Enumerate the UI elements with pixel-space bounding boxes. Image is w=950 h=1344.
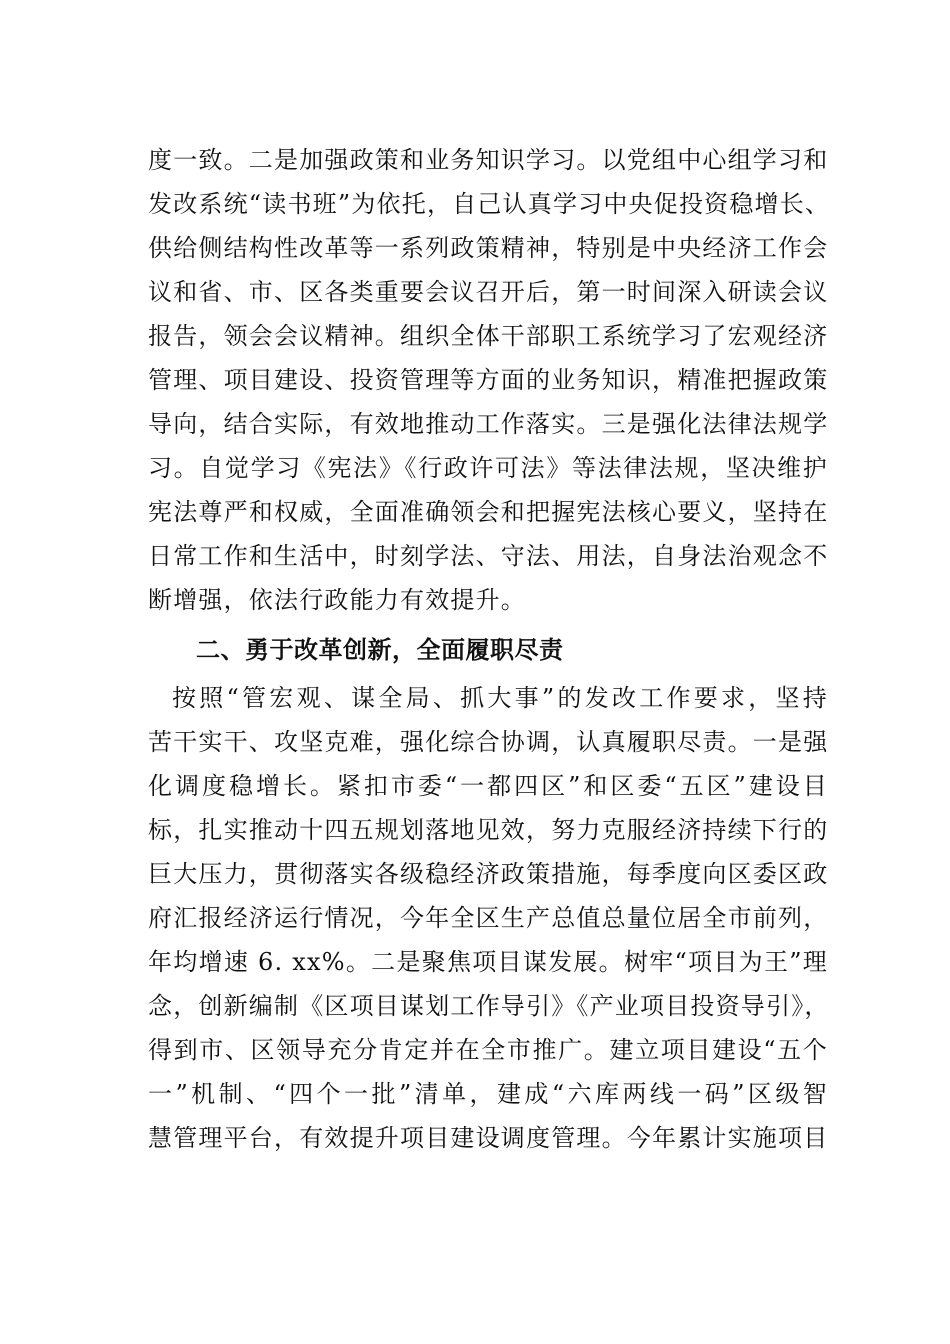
text-line: 巨大压力，贯彻落实各级稳经济政策措施，每季度向区委区政 (148, 860, 829, 888)
text-line: 议和省、市、区各类重要会议召开后，第一时间深入研读会议 (148, 278, 829, 306)
text-line: 一”机制、“四个一批”清单，建成“六库两线一码”区级智 (148, 1080, 828, 1108)
text-line: 宪法尊严和权威，全面准确领会和把握宪法核心要义，坚持在 (148, 498, 829, 526)
text-line: 断增强，依法行政能力有效提升。 (148, 586, 526, 614)
text-line: 发改系统“读书班”为依托，自己认真学习中央促投资稳增长、 (148, 190, 831, 218)
text-line: 管理、项目建设、投资管理等方面的业务知识，精准把握政策 (148, 366, 829, 394)
section-heading: 二、勇于改革创新，全面履职尽责 (196, 636, 564, 664)
text-line: 导向，结合实际，有效地推动工作落实。三是强化法律法规学 (148, 410, 829, 438)
text-line: 慧管理平台，有效提升项目建设调度管理。今年累计实施项目 (148, 1124, 829, 1152)
text-line: 日常工作和生活中，时刻学法、守法、用法，自身法治观念不 (148, 542, 829, 570)
text-line: 得到市、区领导充分肯定并在全市推广。建立项目建设“五个 (148, 1036, 828, 1064)
text-line: 府汇报经济运行情况，今年全区生产总值总量位居全市前列， (148, 904, 829, 932)
text-line: 按照“管宏观、谋全局、抓大事”的发改工作要求，坚持 (172, 684, 828, 712)
text-line: 供给侧结构性改革等一系列政策精神，特别是中央经济工作会 (148, 234, 829, 262)
text-line: 度一致。二是加强政策和业务知识学习。以党组中心组学习和 (148, 146, 829, 174)
text-line: 报告，领会会议精神。组织全体干部职工系统学习了宏观经济 (148, 322, 829, 350)
text-line: 化调度稳增长。紧扣市委“一都四区”和区委“五区”建设目 (148, 772, 828, 800)
text-line: 习。自觉学习《宪法》《行政许可法》等法律法规，坚决维护 (148, 454, 828, 482)
text-line: 念，创新编制《区项目谋划工作导引》《产业项目投资导引》， (148, 992, 830, 1020)
text-line: 苦干实干、攻坚克难，强化综合协调，认真履职尽责。一是强 (148, 728, 829, 756)
text-line: 标，扎实推动十四五规划落地见效，努力克服经济持续下行的 (148, 816, 829, 844)
text-line: 年均增速 6. xx%。二是聚焦项目谋发展。树牢“项目为王”理 (148, 948, 828, 976)
